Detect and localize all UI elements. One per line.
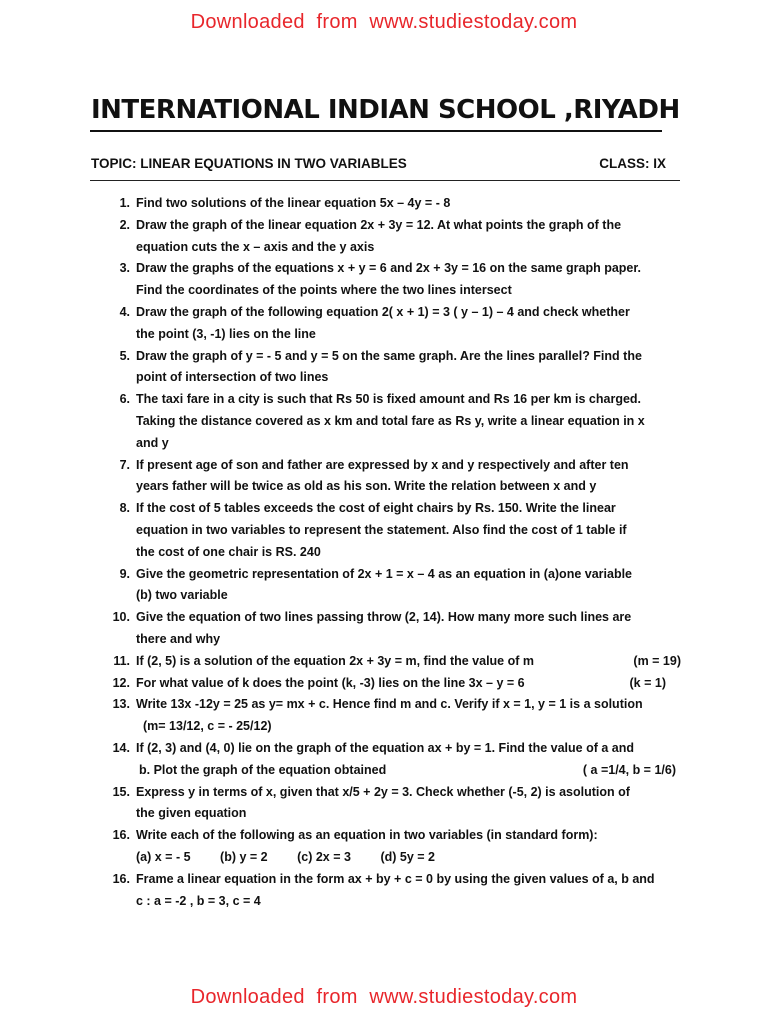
- question-number: 2.: [119, 217, 130, 232]
- question-number: 3.: [119, 261, 130, 276]
- question-16-b: [0, 869, 681, 913]
- question-number: 10.: [112, 610, 130, 625]
- question-text: the cost of one chair is RS. 240: [136, 544, 321, 559]
- question-text: If present age of son and father are expressed by x and y respectively and after ten: [136, 457, 629, 472]
- question-4: [0, 302, 681, 346]
- question-10: [0, 607, 681, 651]
- question-text: Write 13x -12y = 25 as y= mx + c. Hence find m and c. Verify if x = 1, y = 1 is a solution: [136, 697, 643, 712]
- question-number: 8.: [119, 501, 130, 516]
- question-text: The taxi fare in a city is such that Rs 50 is fixed amount and Rs 16 per km is charged.: [136, 392, 642, 407]
- question-6: [0, 389, 681, 454]
- answer-text: (k = 1): [629, 675, 666, 690]
- question-text: years father will be twice as old as his son. Write the relation between x and y: [136, 479, 597, 494]
- question-text: point of intersection of two lines: [136, 370, 329, 385]
- question-11: [0, 651, 681, 673]
- question-text: If (2, 3) and (4, 0) lie on the graph of the equation ax + by = 1. Find the value of a and: [136, 740, 634, 755]
- question-number: 7.: [119, 457, 130, 472]
- question-text: and y: [136, 435, 169, 450]
- question-text: (b) two variable: [136, 588, 228, 603]
- question-15: [0, 782, 681, 826]
- question-text: Give the geometric representation of 2x + 1 = x – 4 as an equation in (a)one variable: [136, 566, 633, 581]
- topic-label: TOPIC: LINEAR EQUATIONS IN TWO VARIABLES: [91, 156, 407, 171]
- question-number: 5.: [119, 348, 130, 363]
- question-text: the point (3, -1) lies on the line: [136, 326, 316, 341]
- topic-row: [91, 156, 666, 171]
- question-text: Find the coordinates of the points where the two lines intersect: [136, 283, 512, 298]
- question-number: 16.: [112, 828, 130, 843]
- question-number: 6.: [119, 392, 130, 407]
- question-text: Draw the graph of y = - 5 and y = 5 on the same graph. Are the lines parallel? Find the: [136, 348, 642, 363]
- title-underline: [90, 130, 662, 132]
- class-label: CLASS: IX: [599, 156, 666, 171]
- question-text: the given equation: [136, 806, 247, 821]
- question-8: [0, 498, 681, 563]
- question-number: 14.: [112, 740, 130, 755]
- option-b: (b) y = 2: [220, 849, 268, 864]
- question-text: Give the equation of two lines passing throw (2, 14). How many more such lines are: [136, 610, 632, 625]
- question-text: Find two solutions of the linear equation 5x – 4y = - 8: [136, 196, 451, 210]
- question-number: 13.: [112, 697, 130, 712]
- question-text: Draw the graphs of the equations x + y = 6 and 2x + 3y = 16 on the same graph paper.: [136, 261, 642, 276]
- watermark-top: Downloaded from www.studiestoday.com: [190, 11, 578, 33]
- question-12: [0, 673, 681, 695]
- question-text: there and why: [136, 631, 221, 646]
- question-2: [0, 215, 681, 259]
- question-text: If the cost of 5 tables exceeds the cost of eight chairs by Rs. 150. Write the linear: [136, 501, 616, 516]
- question-number: 11.: [113, 653, 130, 668]
- question-text: equation cuts the x – axis and the y axis: [136, 239, 375, 254]
- question-number: 4.: [119, 304, 130, 319]
- question-7: [0, 455, 681, 499]
- question-16: [0, 825, 681, 869]
- topic-divider: [90, 180, 680, 181]
- school-title: INTERNATIONAL INDIAN SCHOOL ,RIYADH: [91, 95, 680, 125]
- question-text: b. Plot the graph of the equation obtained: [139, 762, 387, 777]
- option-row: [136, 847, 681, 869]
- question-list: [0, 193, 768, 912]
- question-3: [0, 258, 681, 302]
- question-text: Taking the distance covered as x km and total fare as Rs y, write a linear equation in x: [136, 413, 645, 428]
- question-text: If (2, 5) is a solution of the equation 2x + 3y = m, find the value of m: [136, 653, 534, 668]
- question-line: [136, 651, 681, 673]
- question-text: Frame a linear equation in the form ax + by + c = 0 by using the given values of a, b and: [136, 871, 655, 886]
- question-line: [136, 760, 681, 782]
- option-d: (d) 5y = 2: [380, 849, 435, 864]
- question-number: 12.: [112, 675, 130, 690]
- question-text: c : a = -2 , b = 3, c = 4: [136, 893, 261, 908]
- question-number: 9.: [119, 566, 130, 581]
- question-text: Write each of the following as an equation in two variables (in standard form):: [136, 828, 598, 843]
- option-c: (c) 2x = 3: [297, 849, 351, 864]
- question-text: Express y in terms of x, given that x/5 + 2y = 3. Check whether (-5, 2) is asolution of: [136, 784, 630, 799]
- question-number: 1.: [119, 196, 130, 210]
- question-line: [136, 673, 681, 695]
- question-number: 15.: [112, 784, 130, 799]
- answer-text: ( a =1/4, b = 1/6): [582, 762, 676, 777]
- question-9: [0, 564, 681, 608]
- answer-text: (m = 19): [633, 653, 681, 668]
- question-text: equation in two variables to represent the statement. Also find the cost of 1 table if: [136, 522, 627, 537]
- question-text: Draw the graph of the following equation 2( x + 1) = 3 ( y – 1) – 4 and check whether: [136, 304, 630, 319]
- question-1: [0, 193, 681, 215]
- question-text: Draw the graph of the linear equation 2x + 3y = 12. At what points the graph of the: [136, 217, 622, 232]
- question-14: [0, 738, 681, 782]
- question-number: 16.: [112, 871, 130, 886]
- option-a: (a) x = - 5: [136, 849, 191, 864]
- watermark-bottom: Downloaded from www.studiestoday.com: [190, 986, 578, 1008]
- question-5: [0, 346, 681, 390]
- answer-text: (m= 13/12, c = - 25/12): [143, 719, 272, 734]
- question-13: [0, 694, 681, 738]
- question-text: For what value of k does the point (k, -3) lies on the line 3x – y = 6: [136, 675, 525, 690]
